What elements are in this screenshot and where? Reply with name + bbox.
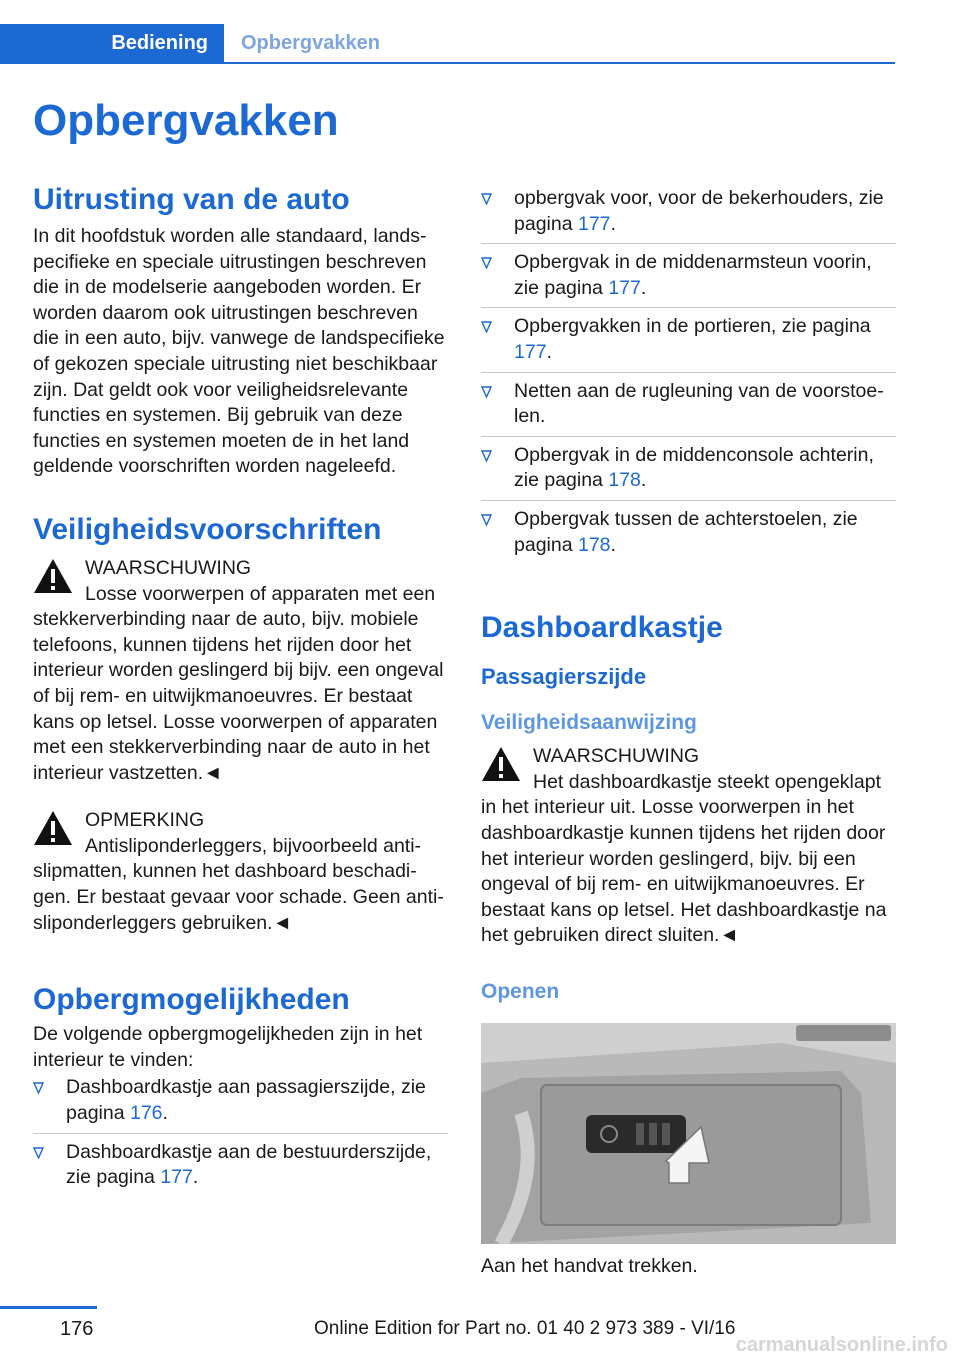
list-item-text: Opbergvak in de middenarmsteun voorin, zie pagina xyxy=(514,251,872,299)
list-divider xyxy=(33,1133,448,1134)
list-item xyxy=(481,507,896,558)
page-link[interactable]: 177 xyxy=(514,340,547,363)
warning-triangle-icon xyxy=(33,558,73,594)
page-number-rule xyxy=(0,1306,97,1309)
subsection-title-passagierszijde: Passagierszijde xyxy=(481,664,647,690)
list-item-text: Opbergvakken in de portieren, zie pagina xyxy=(514,315,871,338)
warning-block xyxy=(33,556,448,786)
bullet-triangle-icon xyxy=(481,257,492,269)
list-item-text: Dashboardkastje aan de bestuurderszijde, zie pagina xyxy=(66,1140,432,1189)
warning-label: WAARSCHUWING xyxy=(533,745,700,768)
bullet-triangle-icon xyxy=(481,193,492,205)
page-number: 176 xyxy=(60,1318,94,1340)
warning-text: Losse voorwerpen of apparaten met een stekkerverbinding naar de auto, bijv. mobiele telefoons, kunnen tijdens het rijden door het interieur worden geslingerd bij bijv. een ongeval of bij rem- en uitwijkmanoeuvres. Er bestaat kans op letsel. Losse voorwerpen of apparaten met een stekkerverbinding naar de auto in het interieur vastzetten.◄ xyxy=(33,582,444,784)
page-link[interactable]: 176 xyxy=(129,1102,163,1125)
list-item-end: . xyxy=(546,340,552,363)
list-item-end: . xyxy=(192,1166,199,1189)
list-item-text: Opbergvak tussen de achterstoelen, zie pagina xyxy=(514,507,858,556)
list-divider xyxy=(481,500,896,501)
list-item-text: Dashboardkastje aan passagierszijde, zie pagina xyxy=(66,1076,426,1125)
section-intro: De volgende opbergmogelijkheden zijn in het interieur te vinden: xyxy=(33,1023,423,1071)
subsection-title-openen: Openen xyxy=(481,979,560,1003)
watermark: carmanualsonline.info xyxy=(735,1334,948,1356)
bullet-triangle-icon xyxy=(481,321,492,333)
page-link[interactable]: 178 xyxy=(577,533,611,556)
storage-list-left xyxy=(33,1075,448,1190)
note-text: Antisliponderleggers, bijvoorbeeld antislipmatten, kunnen het dashboard beschadigen. Er bestaat gevaar voor schade. Geen antisliponderleggers gebruiken.◄ xyxy=(33,834,444,934)
tab-opbergvakken[interactable]: Opbergvakken xyxy=(241,31,380,54)
page-link[interactable]: 177 xyxy=(608,276,641,299)
warning-label: WAARSCHUWING xyxy=(85,556,252,579)
list-item xyxy=(33,1140,448,1191)
page-link[interactable]: 177 xyxy=(160,1166,193,1189)
list-divider xyxy=(481,436,896,437)
warning-text: Het dashboardkastje steekt opengeklapt in het interieur uit. Losse voorwerpen in het dashboardkastje kunnen tijdens het rijden door het interieur worden geslingerd, bijv. bij een ongeval of bij rem- en uitwijkmanoeuvres. Er bestaat kans op letsel. Het dashboardkastje na het gebruiken direct sluiten.◄ xyxy=(481,770,887,947)
section-title-veiligheid: Veiligheidsvoorschriften xyxy=(33,512,382,546)
warning-triangle-icon xyxy=(33,810,73,846)
list-item-end: . xyxy=(610,212,616,235)
bullet-triangle-icon xyxy=(33,1147,44,1159)
note-label: OPMERKING xyxy=(85,809,205,832)
list-item xyxy=(481,186,896,237)
bullet-triangle-icon xyxy=(481,450,492,462)
list-item xyxy=(33,1075,448,1126)
figure-caption: Aan het handvat trekken. xyxy=(481,1254,698,1277)
bullet-triangle-icon xyxy=(481,386,492,398)
list-item-end: . xyxy=(610,533,616,556)
list-item-text: Netten aan de rugleuning van de voorstoelen. xyxy=(514,379,884,428)
bullet-triangle-icon xyxy=(481,514,492,526)
list-item xyxy=(481,250,896,301)
section-title-uitrusting: Uitrusting van de auto xyxy=(33,183,350,216)
chapter-title: Opbergvakken xyxy=(33,96,339,145)
list-item xyxy=(481,443,896,494)
note-block xyxy=(33,808,448,936)
header-tabbar xyxy=(0,24,895,64)
left-column xyxy=(33,180,448,1191)
storage-list-right xyxy=(481,186,896,558)
list-item-end: . xyxy=(640,469,647,492)
list-divider xyxy=(481,372,896,373)
section-title-opbergmogelijkheden: Opbergmogelijkheden xyxy=(33,983,350,1017)
list-item-end: . xyxy=(162,1102,168,1125)
list-item xyxy=(481,379,896,430)
tab-bediening[interactable]: Bediening xyxy=(0,24,224,62)
edition-footer: Online Edition for Part no. 01 40 2 973 389 - VI/16 xyxy=(314,1318,736,1339)
right-column xyxy=(481,180,896,1279)
page-link[interactable]: 178 xyxy=(608,469,641,492)
section-title-dashboardkastje: Dashboardkastje xyxy=(481,611,723,645)
page-link[interactable]: 177 xyxy=(577,212,611,235)
bullet-triangle-icon xyxy=(33,1082,44,1094)
glovebox-illustration xyxy=(481,1023,896,1244)
subsection-title-veiligheidsaanwijzing: Veiligheidsaanwijzing xyxy=(481,711,697,735)
warning-block xyxy=(481,744,896,949)
list-item xyxy=(481,314,896,365)
list-divider xyxy=(481,307,896,308)
list-item-text: Opbergvak in de middenconsole achterin, zie pagina xyxy=(514,443,874,492)
section-body-uitrusting: In dit hoofdstuk worden alle standaard, landspecifieke en speciale uitrustingen beschreven die in de modelserie aangeboden worden. Er worden daarom ook uitrustingen beschreven die in een auto, bijv. vanwege de landspecifieke of gekozen speciale uitrusting niet beschikbaar zijn. Dat geldt ook voor veiligheidsrelevante functies en systemen. Bij gebruik van deze functies en systemen moeten de in het land geldende voorschriften worden nageleefd. xyxy=(33,225,445,478)
list-divider xyxy=(481,243,896,244)
list-item-text: opbergvak voor, voor de bekerhouders, zie pagina xyxy=(514,187,884,235)
warning-triangle-icon xyxy=(481,746,521,782)
list-item-end: . xyxy=(640,276,647,299)
